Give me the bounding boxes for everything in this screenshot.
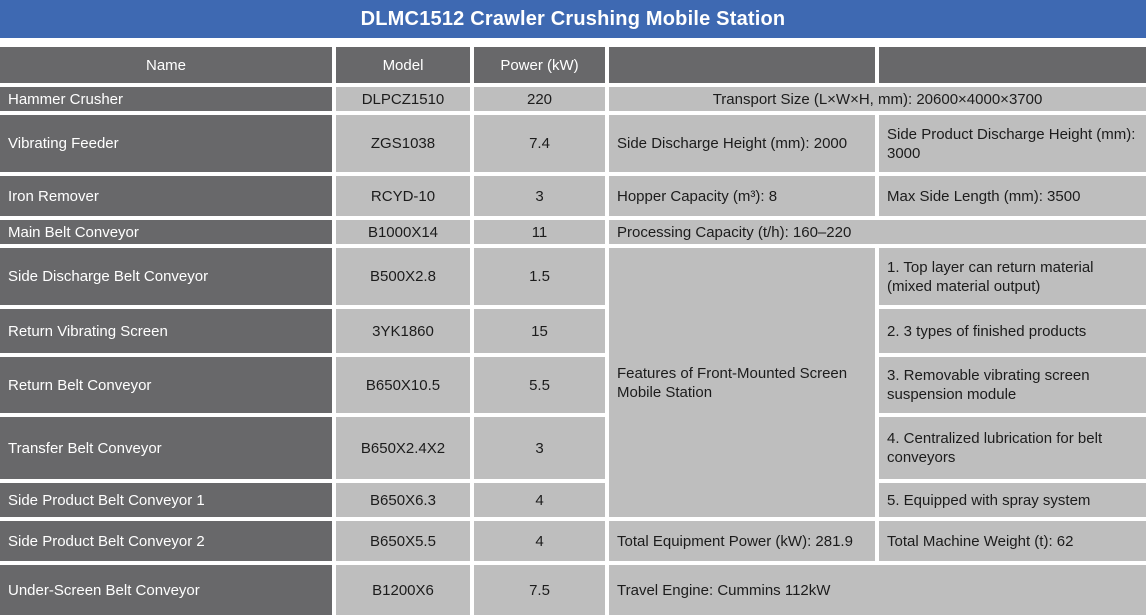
hopper-capacity-cell: Hopper Capacity (m³): 8 <box>609 176 875 216</box>
name-cell: Side Product Belt Conveyor 1 <box>0 483 332 517</box>
transport-size-cell: Transport Size (L×W×H, mm): 20600×4000×3700 <box>609 87 1146 111</box>
page-title: DLMC1512 Crawler Crushing Mobile Station <box>0 0 1146 38</box>
column-header-power: Power (kW) <box>474 47 605 83</box>
travel-engine-cell: Travel Engine: Cummins 112kW <box>609 565 1146 615</box>
model-cell: B650X6.3 <box>336 483 470 517</box>
power-cell: 220 <box>474 87 605 111</box>
table-row <box>0 357 1146 413</box>
column-header-extra-2 <box>879 47 1146 83</box>
table-row <box>0 115 1146 172</box>
name-cell: Side Product Belt Conveyor 2 <box>0 521 332 561</box>
column-header-name: Name <box>0 47 332 83</box>
model-cell: B1200X6 <box>336 565 470 615</box>
name-cell: Under-Screen Belt Conveyor <box>0 565 332 615</box>
total-equipment-power-cell: Total Equipment Power (kW): 281.9 <box>609 521 875 561</box>
name-cell: Main Belt Conveyor <box>0 220 332 244</box>
power-cell: 11 <box>474 220 605 244</box>
column-header-model: Model <box>336 47 470 83</box>
power-cell: 15 <box>474 309 605 353</box>
model-cell: 3YK1860 <box>336 309 470 353</box>
power-cell: 4 <box>474 483 605 517</box>
table-row <box>0 248 1146 305</box>
total-machine-weight-cell: Total Machine Weight (t): 62 <box>879 521 1146 561</box>
power-cell: 4 <box>474 521 605 561</box>
table-row <box>0 309 1146 353</box>
model-cell: DLPCZ1510 <box>336 87 470 111</box>
side-product-discharge-height-cell: Side Product Discharge Height (mm): 3000 <box>879 115 1146 172</box>
power-cell: 3 <box>474 176 605 216</box>
name-cell: Hammer Crusher <box>0 87 332 111</box>
features-label-cell: Features of Front-Mounted Screen Mobile Station <box>609 248 875 517</box>
column-header-extra-1 <box>609 47 875 83</box>
power-cell: 3 <box>474 417 605 479</box>
model-cell: B650X2.4X2 <box>336 417 470 479</box>
model-cell: B1000X14 <box>336 220 470 244</box>
name-cell: Transfer Belt Conveyor <box>0 417 332 479</box>
power-cell: 7.4 <box>474 115 605 172</box>
spec-table <box>0 43 1146 615</box>
table-row <box>0 87 1146 111</box>
power-cell: 5.5 <box>474 357 605 413</box>
table-row <box>0 176 1146 216</box>
name-cell: Iron Remover <box>0 176 332 216</box>
name-cell: Side Discharge Belt Conveyor <box>0 248 332 305</box>
table-row <box>0 521 1146 561</box>
model-cell: B500X2.8 <box>336 248 470 305</box>
model-cell: B650X5.5 <box>336 521 470 561</box>
table-row <box>0 483 1146 517</box>
table-row <box>0 417 1146 479</box>
table-row <box>0 220 1146 244</box>
name-cell: Return Belt Conveyor <box>0 357 332 413</box>
feature-item-cell: 4. Centralized lubrication for belt conveyors <box>879 417 1146 479</box>
model-cell: B650X10.5 <box>336 357 470 413</box>
feature-item-cell: 1. Top layer can return material (mixed material output) <box>879 248 1146 305</box>
model-cell: RCYD-10 <box>336 176 470 216</box>
header-row <box>0 47 1146 83</box>
feature-item-cell: 2. 3 types of finished products <box>879 309 1146 353</box>
model-cell: ZGS1038 <box>336 115 470 172</box>
feature-item-cell: 3. Removable vibrating screen suspension module <box>879 357 1146 413</box>
power-cell: 1.5 <box>474 248 605 305</box>
power-cell: 7.5 <box>474 565 605 615</box>
table-row <box>0 565 1146 615</box>
max-side-length-cell: Max Side Length (mm): 3500 <box>879 176 1146 216</box>
name-cell: Return Vibrating Screen <box>0 309 332 353</box>
name-cell: Vibrating Feeder <box>0 115 332 172</box>
feature-item-cell: 5. Equipped with spray system <box>879 483 1146 517</box>
side-discharge-height-cell: Side Discharge Height (mm): 2000 <box>609 115 875 172</box>
processing-capacity-cell: Processing Capacity (t/h): 160–220 <box>609 220 1146 244</box>
